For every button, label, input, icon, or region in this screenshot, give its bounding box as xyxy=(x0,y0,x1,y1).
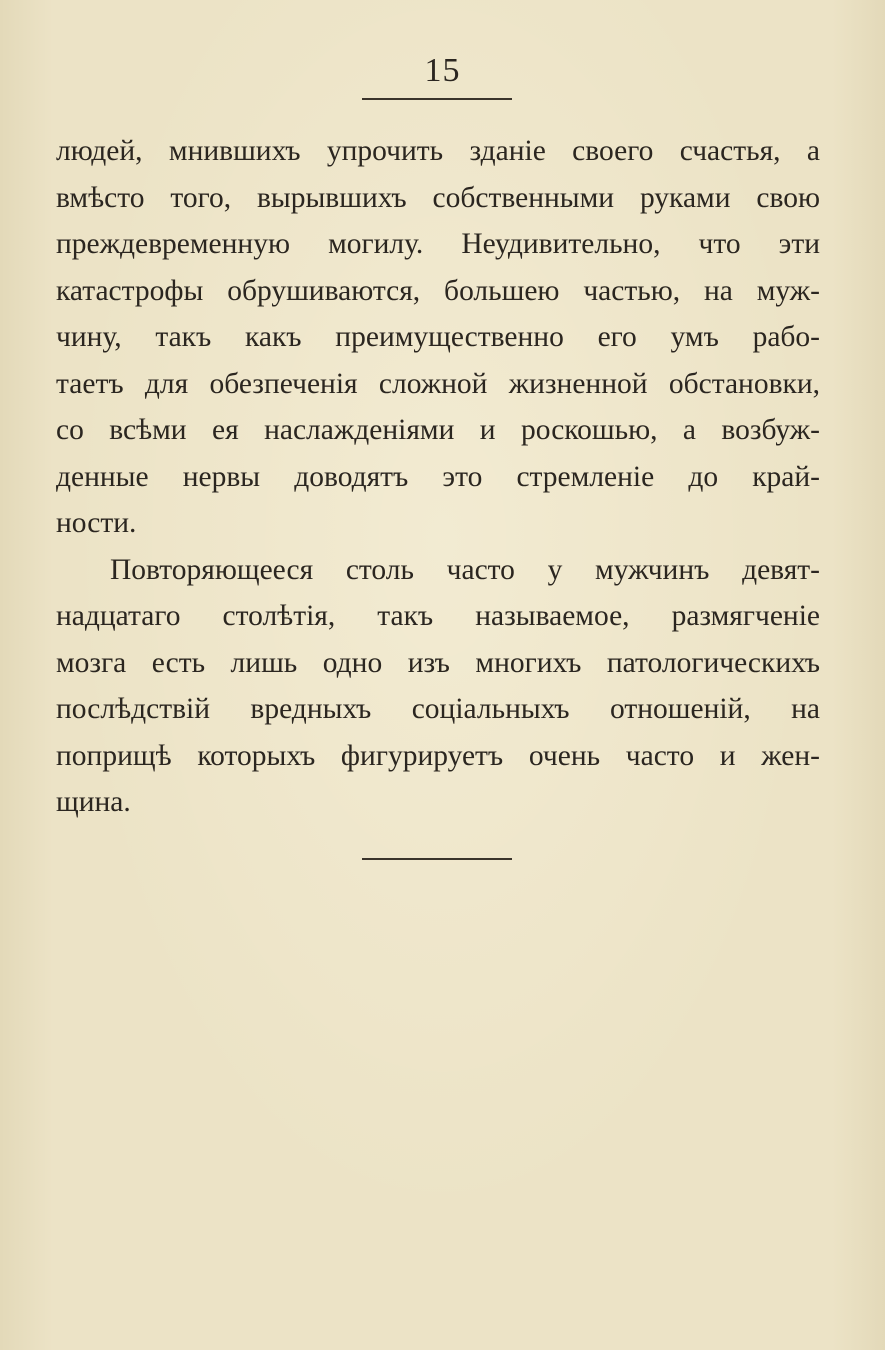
text-line: ности. xyxy=(56,507,137,539)
text-line: послѣдствій вредныхъ соціальныхъ отношеній, на xyxy=(56,693,820,725)
text-line: катастрофы обрушиваются, большею частью, на муж- xyxy=(56,274,820,307)
header-rule xyxy=(362,98,512,100)
text-line: преждевременную могилу. Неудивительно, что эти xyxy=(56,228,820,260)
paragraph-1 xyxy=(56,128,820,547)
text-line: Повторяющееся столь часто у мужчинъ девят- xyxy=(110,553,820,586)
end-rule xyxy=(362,858,512,860)
text-line: вмѣсто того, вырывшихъ собственными руками свою xyxy=(56,181,820,214)
text-line: щина. xyxy=(56,786,131,818)
text-line: таетъ для обезпеченія сложной жизненной обстановки, xyxy=(56,367,820,400)
text-line: со всѣми ея наслажденіями и роскошью, а возбуж- xyxy=(56,414,820,446)
text-line: чину, такъ какъ преимущественно его умъ рабо- xyxy=(56,321,820,353)
text-line: мозга есть лишь одно изъ многихъ патологическихъ xyxy=(56,646,820,679)
text-line: людей, мнившихъ упрочить зданіе своего счастья, а xyxy=(56,135,820,167)
paragraph-2 xyxy=(56,547,820,826)
body-text xyxy=(56,128,820,826)
text-line: поприщѣ которыхъ фигурируетъ очень часто и жен- xyxy=(56,739,820,772)
text-line: надцатаго столѣтія, такъ называемое, размягченіе xyxy=(56,600,820,632)
page-number: 15 xyxy=(424,52,461,89)
text-line: денные нервы доводятъ это стремленіе до край- xyxy=(56,460,820,493)
